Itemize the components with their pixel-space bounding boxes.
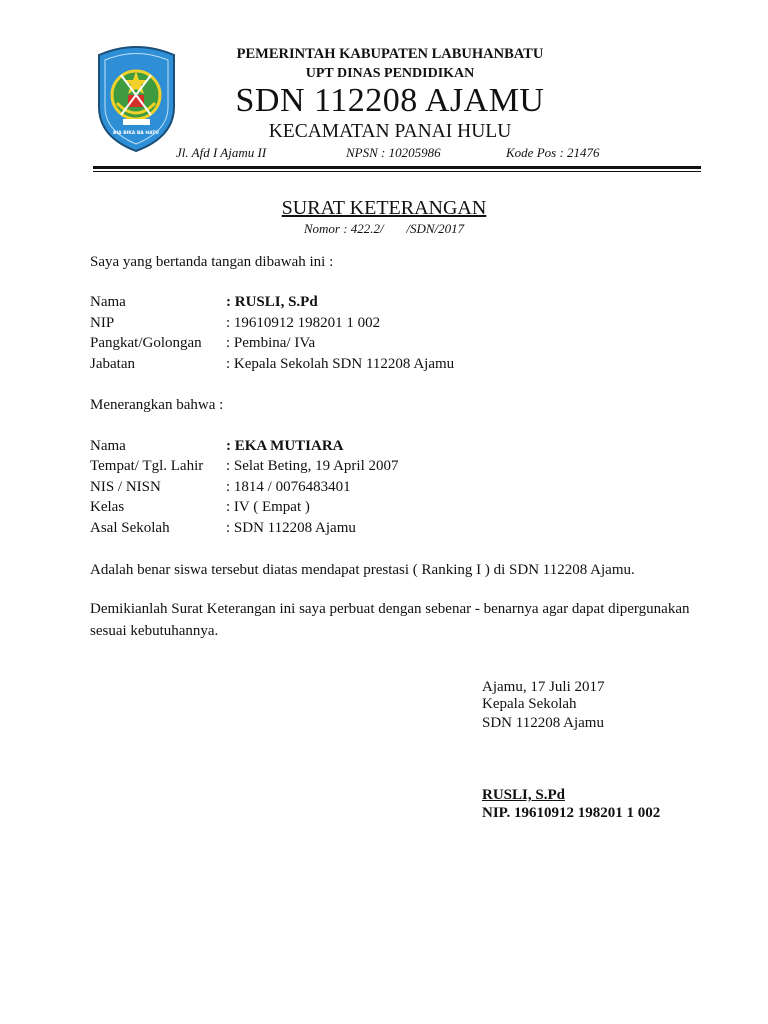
closing-line-1: Demikianlah Surat Keterangan ini saya perbuat dengan sebenar - benarnya agar dapat dipergunakan [90,601,690,617]
student-label-asal-sekolah: Asal Sekolah [90,520,170,536]
letterhead-government: PEMERINTAH KABUPATEN LABUHANBATU [236,46,544,62]
logo-caption: BIA BIKA BA HATU [113,131,159,136]
letterhead-department: UPT DINAS PENDIDIKAN [305,66,475,81]
letterhead-divider-thick [93,166,701,169]
student-value-ttl: : Selat Beting, 19 April 2007 [226,458,399,474]
letterhead-address: Jl. Afd I Ajamu II [176,145,267,160]
student-label-kelas: Kelas [90,499,125,515]
signer-value-jabatan: : Kepala Sekolah SDN 112208 Ajamu [226,356,455,372]
student-value-nis: : 1814 / 0076483401 [226,479,351,495]
signer-value-nama: : RUSLI, S.Pd [226,294,318,310]
student-value-nama: : EKA MUTIARA [226,438,344,454]
letterhead-divider-thin [93,171,701,172]
signer-label-pangkat: Pangkat/Golongan [90,335,202,351]
signature-school: SDN 112208 Ajamu [482,715,604,731]
student-label-ttl: Tempat/ Tgl. Lahir [90,458,204,474]
student-label-nis: NIS / NISN [90,479,161,495]
letterhead-npsn: NPSN : 10205986 [346,145,441,160]
school-district-logo [95,45,178,153]
signature-nip: NIP. 19610912 198201 1 002 [482,805,661,821]
closing-line-2: sesuai kebutuhannya. [90,623,219,639]
signature-position: Kepala Sekolah [482,696,577,712]
letterhead-postal-code: Kode Pos : 21476 [506,145,600,160]
signature-name: RUSLI, S.Pd [482,787,565,803]
signer-value-nip: : 19610912 198201 1 002 [226,315,381,331]
intro-text: Saya yang bertanda tangan dibawah ini : [90,254,334,270]
statement-text: Adalah benar siswa tersebut diatas mendapat prestasi ( Ranking I ) di SDN 112208 Ajamu. [90,562,635,578]
letter-number: Nomor : 422.2/ /SDN/2017 [303,221,465,236]
signer-label-nip: NIP [90,315,115,331]
student-value-kelas: : IV ( Empat ) [226,499,310,515]
signature-place-date: Ajamu, 17 Juli 2017 [482,679,605,695]
letterhead-district: KECAMATAN PANAI HULU [268,121,512,142]
signer-label-jabatan: Jabatan [90,356,135,372]
signer-value-pangkat: : Pembina/ IVa [226,335,316,351]
signer-label-nama: Nama [90,294,126,310]
menerangkan-text: Menerangkan bahwa : [90,397,224,413]
letter-title: SURAT KETERANGAN [281,197,487,219]
letterhead-school-name: SDN 112208 AJAMU [235,82,545,119]
student-value-asal-sekolah: : SDN 112208 Ajamu [226,520,356,536]
student-label-nama: Nama [90,438,126,454]
